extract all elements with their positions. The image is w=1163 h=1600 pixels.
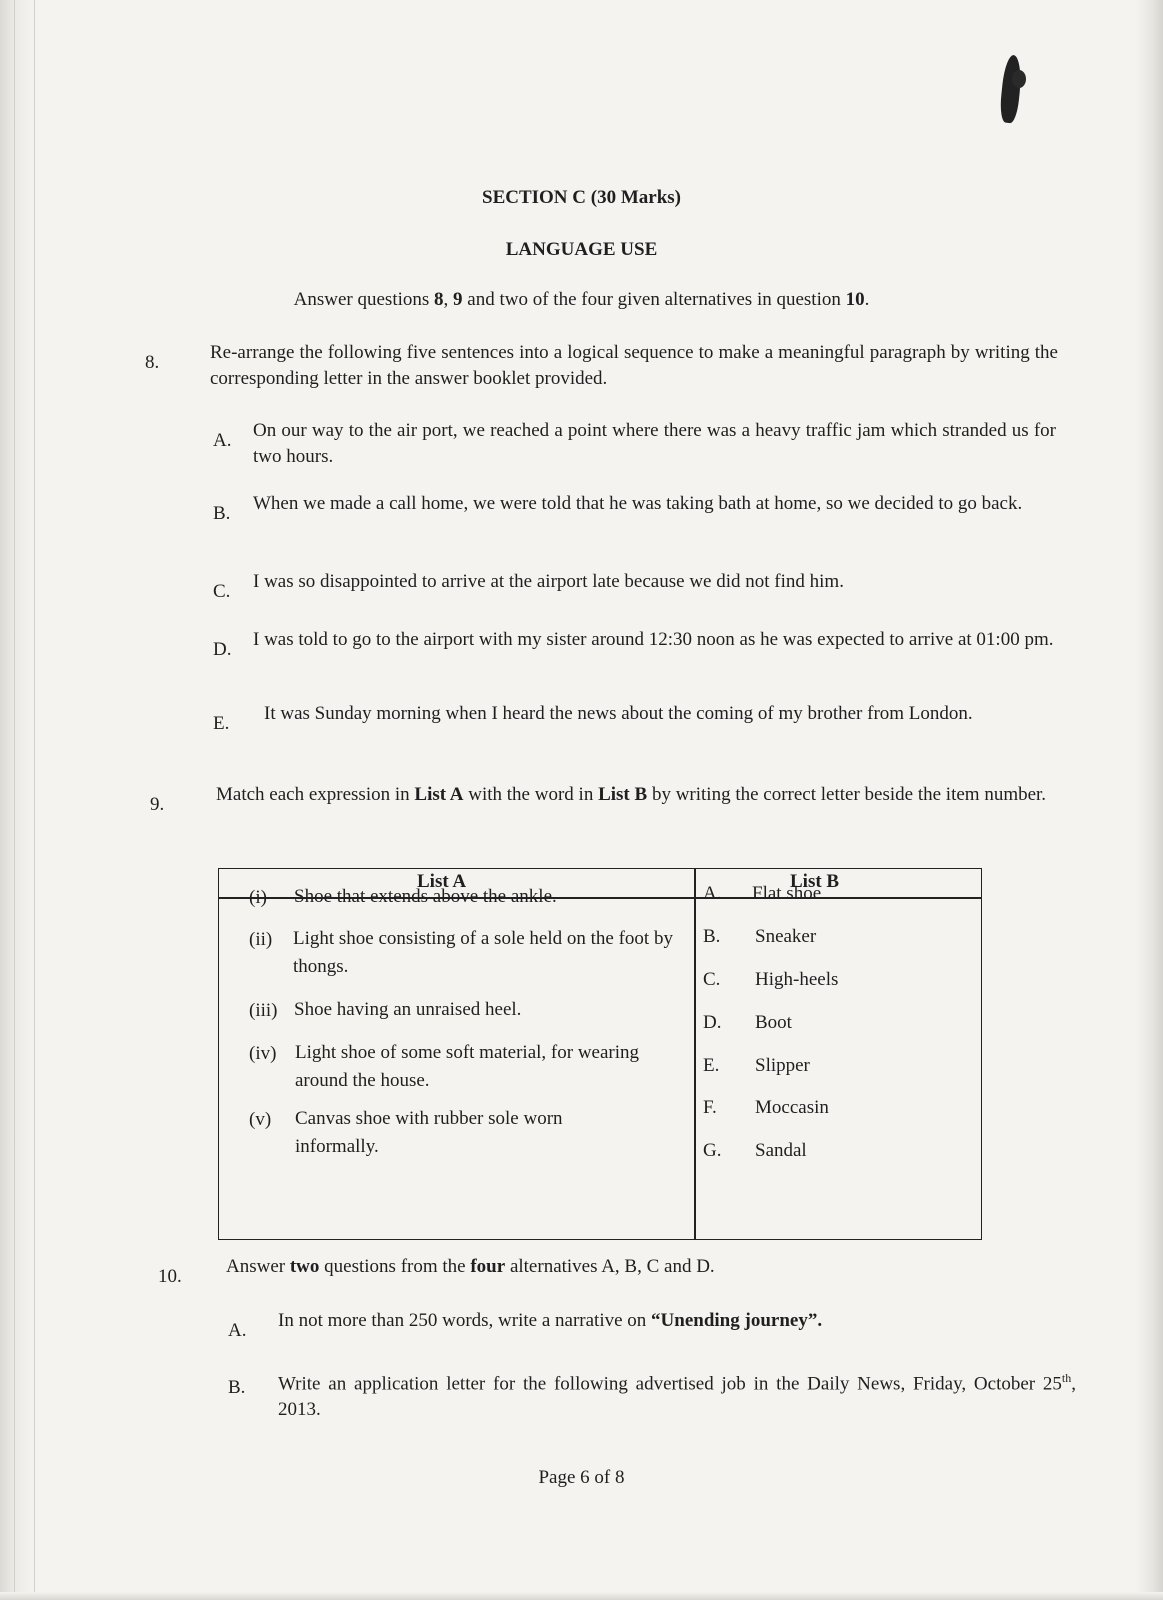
ink-smudge-dot (1012, 70, 1026, 88)
question-10-number: 10. (158, 1266, 182, 1287)
q8-option-letter: B. (213, 503, 231, 524)
section-title: SECTION C (30 Marks) (482, 187, 681, 208)
list-a-item-text: Canvas shoe with rubber sole worn informally. (295, 1108, 563, 1157)
list-a-item-text: Light shoe consisting of a sole held on the foot by thongs. (293, 928, 673, 977)
q10-option-letter: A. (228, 1320, 247, 1341)
list-b-letter: E. (703, 1055, 720, 1076)
q9-prompt-text: by writing the correct letter beside the item number. (647, 784, 1047, 805)
q10-prompt-two: two (289, 1256, 320, 1277)
q8-option-letter: A. (213, 430, 232, 451)
instruction-comma: , (443, 289, 454, 310)
q10-option-b-text: Write an application letter for the following advertised job in the Daily News, Friday, (278, 1373, 967, 1395)
list-b-word: Flat shoe (752, 883, 822, 904)
instruction-q8: 8 (434, 289, 444, 310)
q9-prompt-text: Match each expression in (216, 784, 415, 805)
question-9-number: 9. (150, 794, 165, 815)
q9-prompt-list-a: List A (414, 784, 464, 805)
q10-option-letter: B. (228, 1377, 246, 1398)
page-bottom-edge (0, 1592, 1163, 1600)
list-a-item-text: Light shoe of some soft material, for wearing around the house. (295, 1042, 640, 1091)
matching-table (218, 868, 982, 1240)
q10-prompt-text: alternatives A, B, C and D. (505, 1256, 715, 1277)
list-b-word: Moccasin (755, 1097, 829, 1118)
instruction-middle: and two of the four given alternatives in question (462, 289, 846, 310)
page-footer: Page 6 of 8 (538, 1467, 625, 1488)
q10-prompt-text: Answer (226, 1256, 290, 1277)
list-a-item-number: (ii) (249, 929, 273, 950)
question-8-number: 8. (145, 352, 160, 373)
q9-prompt-text: with the word in (463, 784, 599, 805)
list-b-word: Sandal (755, 1140, 807, 1161)
section-subtitle: LANGUAGE USE (505, 239, 658, 260)
q8-option-letter: C. (213, 581, 231, 602)
q8-option-text: On our way to the air port, we reached a point where there was a heavy traffic jam which stranded us for two hours. (253, 420, 1056, 467)
q9-prompt-list-b: List B (598, 784, 648, 805)
q10-option-b-date: October 25 (973, 1373, 1062, 1395)
q10-option-b-date-suffix: th (1061, 1371, 1072, 1385)
instruction-text: Answer questions (293, 289, 435, 310)
list-b-letter: F. (703, 1097, 717, 1118)
q8-option-text: It was Sunday morning when I heard the news about the coming of my brother from London. (264, 703, 973, 724)
list-b-letter: A. (703, 883, 722, 904)
list-b-word: Sneaker (755, 926, 817, 947)
list-b-letter: C. (703, 969, 721, 990)
q8-option-letter: E. (213, 713, 230, 734)
list-a-item-number: (iv) (249, 1043, 277, 1064)
table-column-divider (694, 869, 696, 1239)
q10-option-b-year: , 2013. (278, 1373, 1077, 1421)
list-b-word: Boot (755, 1012, 792, 1033)
instruction-q10: 10 (845, 289, 865, 310)
q10-prompt-four: four (470, 1256, 506, 1277)
instruction-q9: 9 (453, 289, 463, 310)
question-9-prompt (216, 782, 1060, 808)
list-a-item-number: (i) (249, 887, 267, 908)
list-b-letter: D. (703, 1012, 722, 1033)
list-a-item-text: Shoe that extends above the ankle. (294, 886, 557, 907)
q10-option-text (278, 1365, 1076, 1423)
q10-option-a-title: “Unending journey”. (651, 1310, 823, 1331)
q10-option-text (278, 1308, 1068, 1334)
section-instruction (0, 289, 1163, 311)
list-b-letter: G. (703, 1140, 722, 1161)
list-b-word: Slipper (755, 1055, 810, 1076)
list-a-item-number: (iii) (249, 1000, 278, 1021)
question-8-prompt: Re-arrange the following five sentences into a logical sequence to make a meaningful paragraph by writing the corresponding letter in the answer booklet provided. (210, 342, 1058, 389)
list-a-item-text: Shoe having an unraised heel. (294, 999, 522, 1020)
q10-prompt-text: questions from the (319, 1256, 471, 1277)
question-10-prompt (226, 1254, 1066, 1280)
q8-option-text: When we made a call home, we were told that he was taking bath at home, so we decided to go back. (253, 493, 1023, 514)
q8-option-letter: D. (213, 639, 232, 660)
list-b-word: High-heels (755, 969, 839, 990)
list-a-header: List A (417, 871, 467, 892)
instruction-end: . (864, 289, 870, 310)
list-b-header: List B (790, 871, 840, 892)
q8-option-text: I was told to go to the airport with my sister around 12:30 noon as he was expected to arrive at 01:00 pm. (253, 629, 1054, 650)
q10-option-a-text: In not more than 250 words, write a narrative on (278, 1310, 652, 1331)
q8-option-text: I was so disappointed to arrive at the airport late because we did not find him. (253, 571, 844, 592)
ink-smudge (998, 54, 1023, 124)
list-b-letter: B. (703, 926, 721, 947)
list-a-item-number: (v) (249, 1109, 272, 1130)
